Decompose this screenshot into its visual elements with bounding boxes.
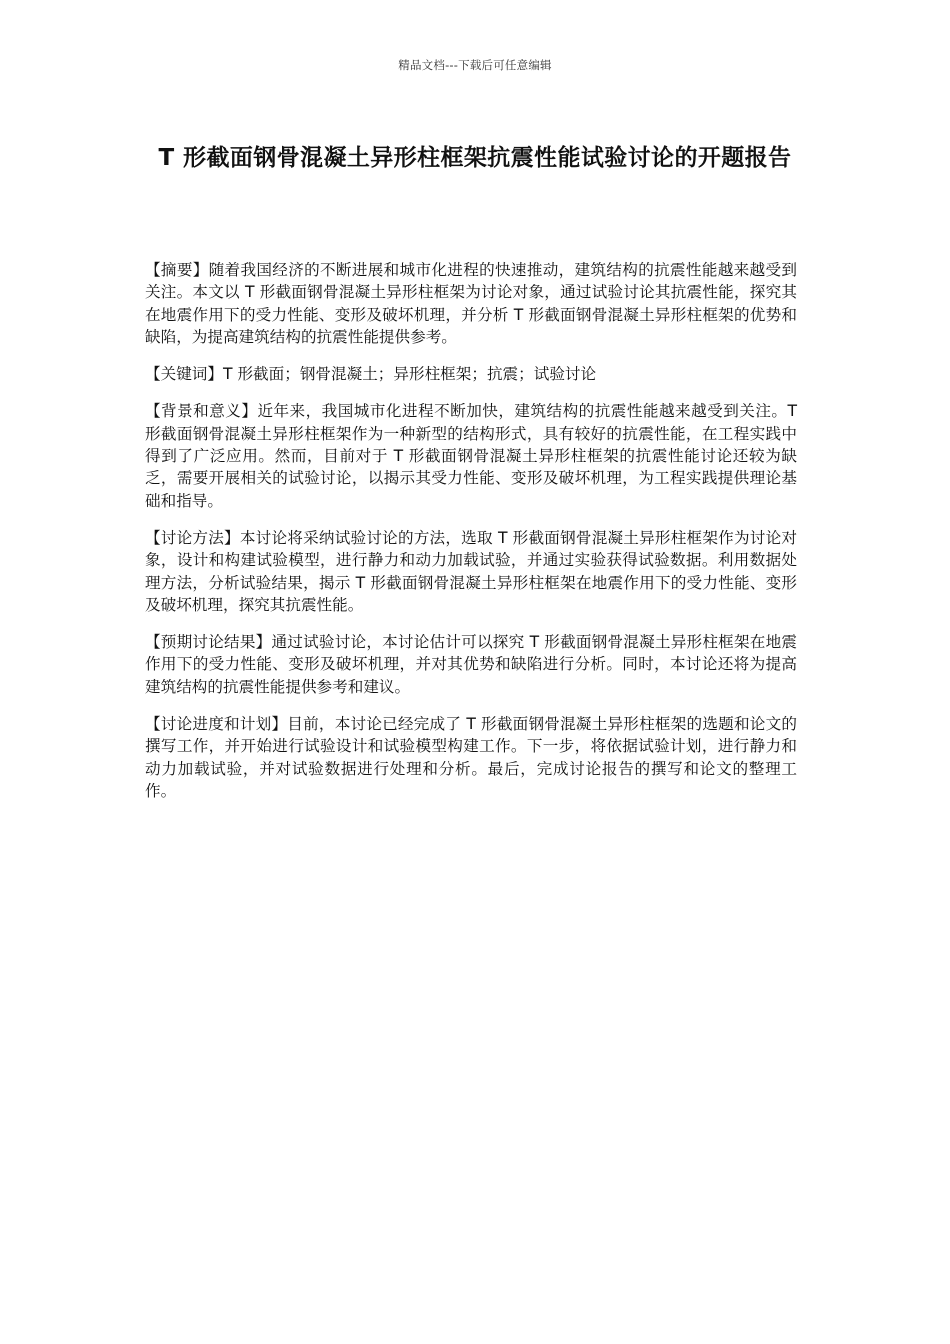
document-title: T 形截面钢骨混凝土异形柱框架抗震性能试验讨论的开题报告	[158, 145, 792, 171]
abstract-text: 随着我国经济的不断进展和城市化进程的快速推动，建筑结构的抗震性能越来越受到关注。本文以 T 形截面钢骨混凝土异形柱框架为讨论对象，通过试验讨论其抗震性能，探究其在地震作用下的受力性能、变形及破坏机理，并分析 T 形截面钢骨混凝土异形柱框架的优势和缺陷，为提高建筑结构的抗震性能提供参考。	[145, 261, 797, 346]
progress-plan-text: 目前，本讨论已经完成了 T 形截面钢骨混凝土异形柱框架的选题和论文的撰写工作，并开始进行试验设计和试验模型构建工作。下一步，将依据试验计划，进行静力和动力加载试验，并对试验数据进行处理和分析。最后，完成讨论报告的撰写和论文的整理工作。	[145, 715, 797, 800]
method-paragraph	[145, 527, 797, 616]
method-text: 本讨论将采纳试验讨论的方法，选取 T 形截面钢骨混凝土异形柱框架作为讨论对象，设计和构建试验模型，进行静力和动力加载试验，并通过实验获得试验数据。利用数据处理方法，分析试验结果，揭示 T 形截面钢骨混凝土异形柱框架在地震作用下的受力性能、变形及破坏机理，探究其抗震性能。	[145, 528, 797, 614]
keywords-text: T 形截面；钢骨混凝土；异形柱框架；抗震；试验讨论	[222, 365, 597, 384]
document-body	[145, 259, 797, 817]
expected-results-paragraph	[145, 631, 797, 698]
method-label: 【讨论方法】	[145, 528, 240, 547]
expected-results-text: 通过试验讨论，本讨论估计可以探究 T 形截面钢骨混凝土异形柱框架在地震作用下的受力性能、变形及破坏机理，并对其优势和缺陷进行分析。同时，本讨论还将为提高建筑结构的抗震性能提供参考和建议。	[145, 633, 797, 696]
abstract-label: 【摘要】	[145, 261, 209, 279]
expected-results-label: 【预期讨论结果】	[145, 633, 272, 652]
progress-plan-label: 【讨论进度和计划】	[145, 715, 288, 734]
keywords-label: 【关键词】	[145, 365, 223, 384]
abstract-paragraph	[145, 259, 797, 348]
keywords-paragraph	[145, 363, 797, 385]
background-label: 【背景和意义】	[145, 402, 258, 421]
background-paragraph	[145, 400, 797, 511]
progress-plan-paragraph	[145, 713, 797, 802]
background-text: 近年来，我国城市化进程不断加快，建筑结构的抗震性能越来越受到关注。T 形截面钢骨混凝土异形柱框架作为一种新型的结构形式，具有较好的抗震性能，在工程实践中得到了广泛应用。然而，目前对于 T 形截面钢骨混凝土异形柱框架的抗震性能讨论还较为缺乏，需要开展相关的试验讨论，以揭示其受力性能、变形及破坏机理，为工程实践提供理论基础和指导。	[145, 402, 797, 510]
header-note: 精品文档---下载后可任意编辑	[398, 58, 552, 72]
